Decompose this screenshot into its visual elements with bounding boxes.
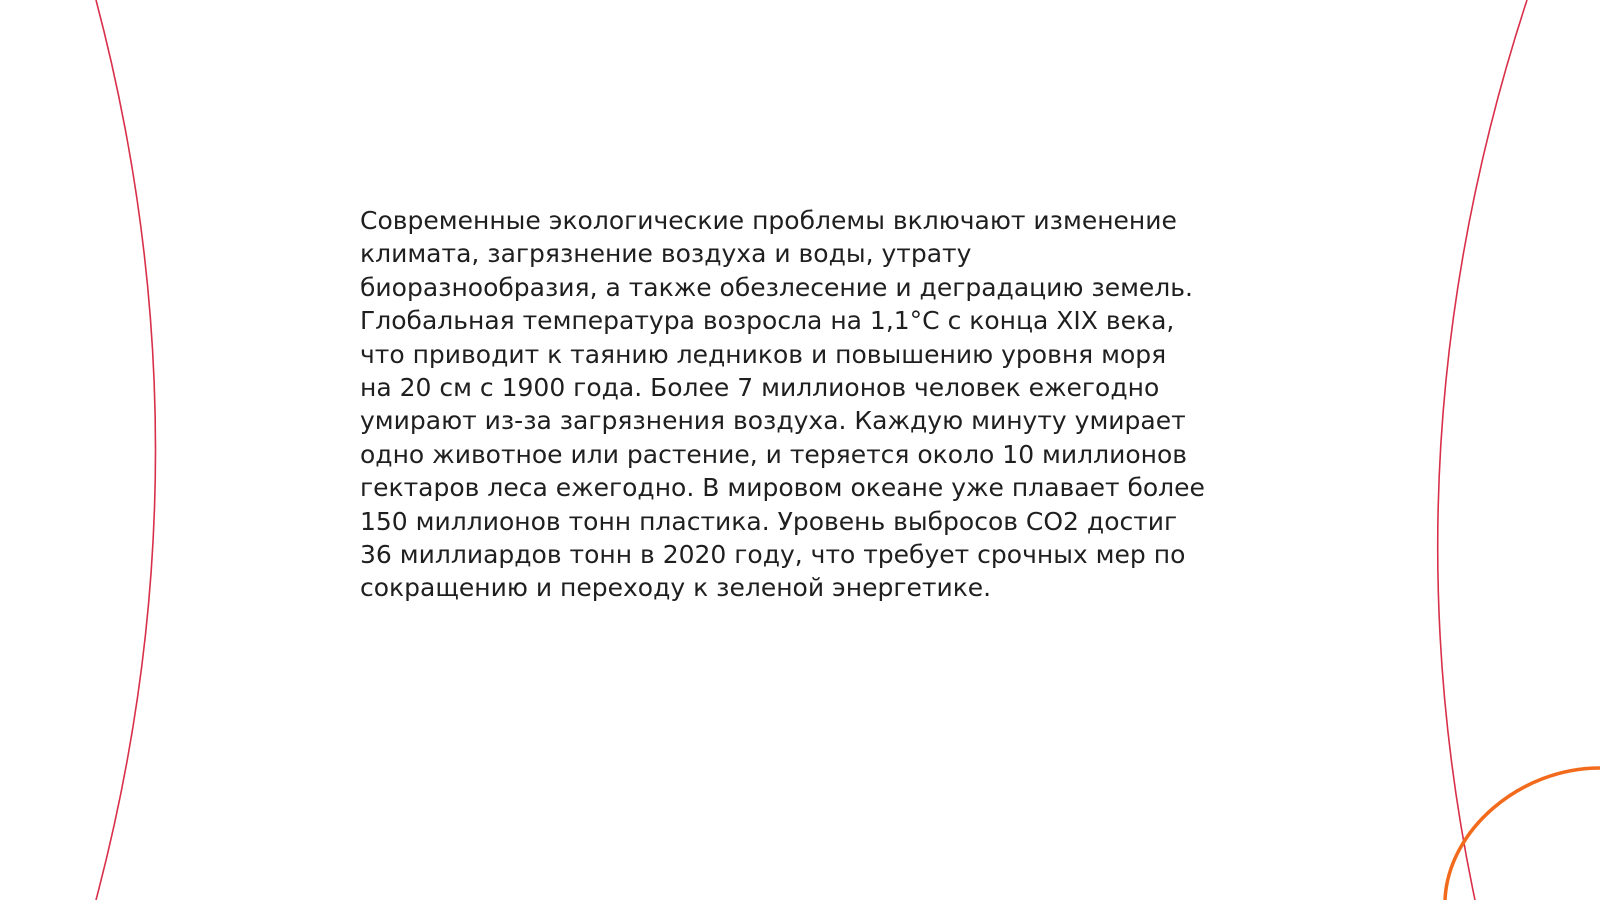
slide-body-text: Современные экологические проблемы включают изменение климата, загрязнение воздуха и воды, утрату биоразнообразия, а также обезлесение и деградацию земель. Глобальная температура возросла на 1,1°C с конца XIX века, что приводит к таянию ледников и повышению уровня моря на 20 см с 1900 года. Более 7 миллионов человек ежегодно умирают из-за загрязнения воздуха. Каждую минуту умирает одно животное или растение, и теряется около 10 миллионов гектаров леса ежегодно. В мировом океане уже плавает более 150 миллионов тонн пластика. Уровень выбросов CO2 достиг 36 миллиардов тонн в 2020 году, что требует срочных мер по сокращению и переходу к зеленой энергетике. bbox=[360, 206, 1205, 603]
orange-accent-arc bbox=[1445, 768, 1600, 900]
right-arc-line bbox=[1438, 0, 1527, 900]
left-arc-line bbox=[96, 0, 156, 900]
